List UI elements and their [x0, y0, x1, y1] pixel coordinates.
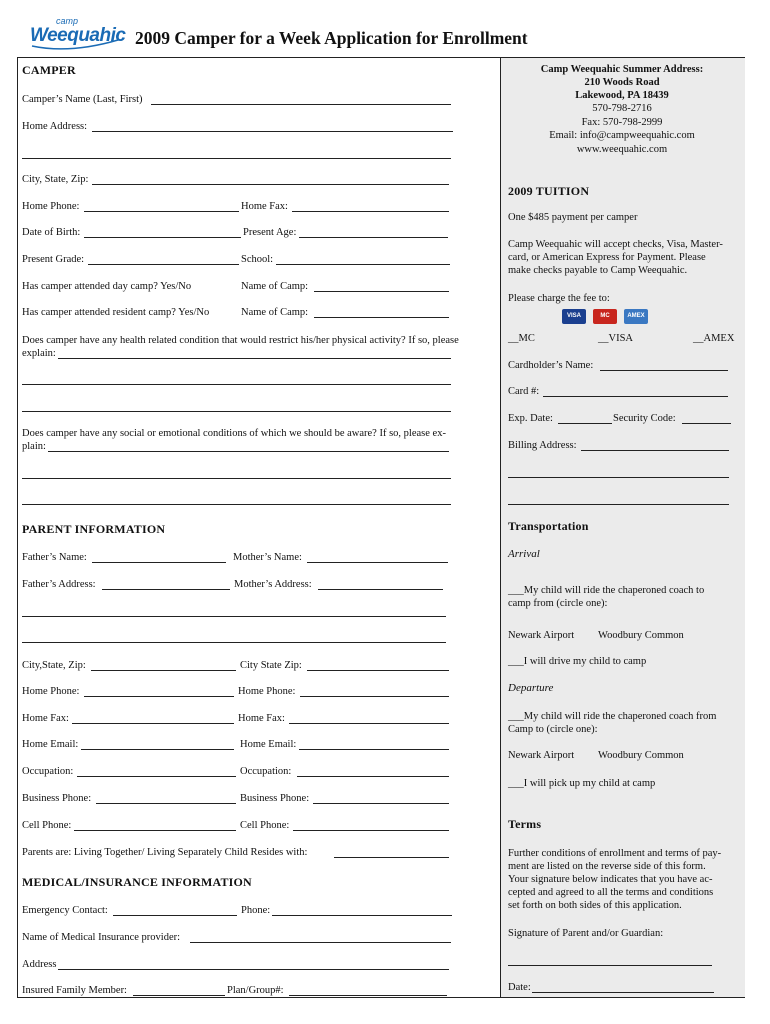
- father-address-field[interactable]: [102, 589, 230, 590]
- terms-line-4: cepted and agreed to all the terms and conditions: [508, 887, 714, 898]
- security-code-field[interactable]: [682, 423, 731, 424]
- cardholder-label: Cardholder’s Name:: [508, 360, 594, 371]
- terms-line-1: Further conditions of enrollment and terms of pay-: [508, 848, 722, 859]
- mc-option[interactable]: __MC: [508, 333, 535, 344]
- city-state-zip-2-field[interactable]: [307, 670, 449, 671]
- parent-heading: PARENT INFORMATION: [22, 522, 166, 536]
- occupation-1-label: Occupation:: [22, 766, 74, 777]
- cell-phone-2-field[interactable]: [293, 830, 449, 831]
- signature-label: Signature of Parent and/or Guardian:: [508, 928, 664, 939]
- departure-coach-text: Camp to (circle one):: [508, 724, 598, 735]
- tuition-accept-2: card, or American Express for Payment. Please: [508, 252, 706, 263]
- emergency-contact-field[interactable]: [113, 915, 237, 916]
- address-line-2: 210 Woods Road: [584, 77, 660, 88]
- emergency-phone-field[interactable]: [272, 915, 452, 916]
- present-age-field[interactable]: [299, 237, 448, 238]
- parent-home-phone-1-field[interactable]: [84, 696, 234, 697]
- transportation-heading: Transportation: [508, 519, 589, 533]
- insurance-provider-field[interactable]: [190, 942, 451, 943]
- departure-coach-option[interactable]: ___My child will ride the chaperoned coach from: [508, 711, 717, 722]
- present-grade-field[interactable]: [88, 264, 239, 265]
- parent-email-2-label: Home Email:: [240, 739, 297, 750]
- home-address-label: Home Address:: [22, 121, 88, 132]
- day-camp-question: Has camper attended day camp? Yes/No: [22, 281, 192, 292]
- mother-name-field[interactable]: [307, 562, 448, 563]
- insurance-provider-label: Name of Medical Insurance provider:: [22, 932, 181, 943]
- parent-home-phone-1-label: Home Phone:: [22, 686, 80, 697]
- arrival-label: Arrival: [508, 548, 540, 560]
- occupation-1-field[interactable]: [77, 776, 236, 777]
- home-fax-field[interactable]: [292, 211, 449, 212]
- parent-home-fax-2-label: Home Fax:: [238, 713, 285, 724]
- exp-date-label: Exp. Date:: [508, 413, 553, 424]
- terms-heading: Terms: [508, 817, 542, 831]
- billing-address-field[interactable]: [581, 450, 729, 451]
- day-camp-name-field[interactable]: [314, 291, 449, 292]
- occupation-2-field[interactable]: [297, 776, 449, 777]
- logo-camp-text: camp: [56, 16, 79, 26]
- camp-logo: [30, 16, 126, 50]
- emergency-phone-label: Phone:: [241, 905, 271, 916]
- card-number-field[interactable]: [543, 396, 728, 397]
- emotional-plain-label: plain:: [22, 441, 46, 452]
- business-phone-1-field[interactable]: [96, 803, 236, 804]
- address-line-1: Camp Weequahic Summer Address:: [540, 64, 704, 75]
- emotional-field-1[interactable]: [48, 451, 449, 452]
- father-name-label: Father’s Name:: [22, 552, 87, 563]
- logo-name-text: Weequahic: [30, 25, 126, 46]
- page-title: 2009 Camper for a Week Application for Enrollment: [135, 28, 528, 48]
- pickup-option[interactable]: ___I will pick up my child at camp: [508, 778, 656, 789]
- billing-address-field-3[interactable]: [508, 504, 729, 505]
- emotional-field-3[interactable]: [22, 504, 451, 505]
- terms-line-3: Your signature below indicates that you have ac-: [508, 874, 713, 885]
- security-code-label: Security Code:: [613, 413, 676, 424]
- school-label: School:: [241, 254, 274, 265]
- city-state-zip-2-label: City State Zip:: [240, 660, 302, 671]
- emotional-question: Does camper have any social or emotional conditions of which we should be aware? If so, please ex-: [22, 428, 446, 439]
- business-phone-2-label: Business Phone:: [240, 793, 310, 804]
- address-line-3: Lakewood, PA 18439: [575, 90, 669, 101]
- parent-email-2-field[interactable]: [299, 749, 449, 750]
- parent-address-field-3[interactable]: [22, 642, 446, 643]
- mother-address-field[interactable]: [318, 589, 443, 590]
- mother-name-label: Mother’s Name:: [233, 552, 302, 563]
- address-phone: 570-798-2716: [592, 103, 652, 114]
- home-address-field-2[interactable]: [22, 158, 451, 159]
- drive-option[interactable]: ___I will drive my child to camp: [508, 656, 647, 667]
- visa-option[interactable]: __VISA: [598, 333, 634, 344]
- parent-home-fax-1-field[interactable]: [72, 723, 234, 724]
- day-camp-name-label: Name of Camp:: [241, 281, 309, 292]
- terms-line-5: set forth on both sides of this application.: [508, 900, 682, 911]
- city-state-zip-1-label: City,State, Zip:: [22, 660, 86, 671]
- exp-date-field[interactable]: [558, 423, 612, 424]
- amex-option[interactable]: __AMEX: [693, 333, 735, 344]
- parent-home-phone-2-label: Home Phone:: [238, 686, 296, 697]
- tuition-payment: One $485 payment per camper: [508, 212, 638, 223]
- date-label: Date:: [508, 982, 531, 993]
- departure-label: Departure: [508, 682, 554, 694]
- home-phone-field[interactable]: [84, 211, 239, 212]
- signature-field[interactable]: [508, 965, 712, 966]
- child-resides-field[interactable]: [334, 857, 449, 858]
- charge-fee-label: Please charge the fee to:: [508, 293, 610, 304]
- city-state-zip-label: City, State, Zip:: [22, 174, 89, 185]
- tuition-accept-1: Camp Weequahic will accept checks, Visa, Master-: [508, 239, 723, 250]
- parent-home-fax-2-field[interactable]: [289, 723, 449, 724]
- city-state-zip-field[interactable]: [92, 184, 449, 185]
- parent-home-phone-2-field[interactable]: [300, 696, 449, 697]
- parent-email-1-label: Home Email:: [22, 739, 79, 750]
- dob-label: Date of Birth:: [22, 227, 81, 238]
- arrival-coach-text: camp from (circle one):: [508, 598, 608, 609]
- insured-member-label: Insured Family Member:: [22, 985, 127, 996]
- resident-camp-name-field[interactable]: [314, 317, 449, 318]
- parent-email-1-field[interactable]: [81, 749, 234, 750]
- medical-heading: MEDICAL/INSURANCE INFORMATION: [22, 875, 252, 889]
- home-address-field[interactable]: [92, 131, 453, 132]
- billing-address-field-2[interactable]: [508, 477, 729, 478]
- cell-phone-1-label: Cell Phone:: [22, 820, 72, 831]
- visa-card-icon: VISA: [562, 309, 586, 324]
- resident-camp-question: Has camper attended resident camp? Yes/No: [22, 307, 210, 318]
- emotional-field-2[interactable]: [22, 478, 451, 479]
- tuition-heading: 2009 TUITION: [508, 184, 590, 198]
- amex-card-icon: AMEX: [624, 309, 648, 324]
- home-fax-label: Home Fax:: [241, 201, 288, 212]
- billing-address-label: Billing Address:: [508, 440, 577, 451]
- parent-home-fax-1-label: Home Fax:: [22, 713, 69, 724]
- business-phone-2-field[interactable]: [313, 803, 449, 804]
- address-fax: Fax: 570-798-2999: [581, 117, 663, 128]
- dob-field[interactable]: [84, 237, 241, 238]
- insurance-address-field[interactable]: [58, 969, 449, 970]
- arrival-coach-option[interactable]: ___My child will ride the chaperoned coach to: [508, 585, 705, 596]
- plan-group-field[interactable]: [289, 995, 447, 996]
- father-address-label: Father’s Address:: [22, 579, 96, 590]
- present-age-label: Present Age:: [243, 227, 297, 238]
- mother-address-label: Mother’s Address:: [234, 579, 312, 590]
- occupation-2-label: Occupation:: [240, 766, 292, 777]
- business-phone-1-label: Business Phone:: [22, 793, 92, 804]
- school-field[interactable]: [276, 264, 450, 265]
- cardholder-field[interactable]: [600, 370, 728, 371]
- insurance-address-label: Address: [22, 959, 57, 970]
- departure-woodbury-option[interactable]: Woodbury Common: [598, 750, 684, 761]
- terms-line-2: ment are listed on the reverse side of this form.: [508, 861, 706, 872]
- health-question: Does camper have any health related condition that would restrict his/her physical activity? If so, please: [22, 335, 459, 346]
- departure-newark-option[interactable]: Newark Airport: [508, 750, 575, 761]
- arrival-newark-option[interactable]: Newark Airport: [508, 630, 575, 641]
- camper-name-field[interactable]: [151, 104, 451, 105]
- address-email: Email: info@campweequahic.com: [549, 130, 695, 141]
- camper-name-label: Camper’s Name (Last, First): [22, 94, 143, 105]
- city-state-zip-1-field[interactable]: [91, 670, 236, 671]
- resident-camp-name-label: Name of Camp:: [241, 307, 309, 318]
- health-field-3[interactable]: [22, 411, 451, 412]
- health-explain-label: explain:: [22, 348, 56, 359]
- emergency-contact-label: Emergency Contact:: [22, 905, 108, 916]
- date-field[interactable]: [532, 992, 714, 993]
- address-website: www.weequahic.com: [576, 144, 668, 155]
- mastercard-icon: MC: [593, 309, 617, 324]
- father-name-field[interactable]: [92, 562, 226, 563]
- present-grade-label: Present Grade:: [22, 254, 85, 265]
- parents-are-label: Parents are: Living Together/ Living Separately Child Resides with:: [22, 847, 308, 858]
- parent-address-field-2[interactable]: [22, 616, 446, 617]
- cell-phone-1-field[interactable]: [74, 830, 236, 831]
- tuition-accept-3: make checks payable to Camp Weequahic.: [508, 265, 688, 276]
- home-phone-label: Home Phone:: [22, 201, 80, 212]
- cell-phone-2-label: Cell Phone:: [240, 820, 290, 831]
- health-field-1[interactable]: [58, 358, 451, 359]
- camper-heading: CAMPER: [22, 63, 76, 77]
- insured-member-field[interactable]: [133, 995, 225, 996]
- health-field-2[interactable]: [22, 384, 451, 385]
- arrival-woodbury-option[interactable]: Woodbury Common: [598, 630, 684, 641]
- card-number-label: Card #:: [508, 386, 540, 397]
- plan-group-label: Plan/Group#:: [227, 985, 284, 996]
